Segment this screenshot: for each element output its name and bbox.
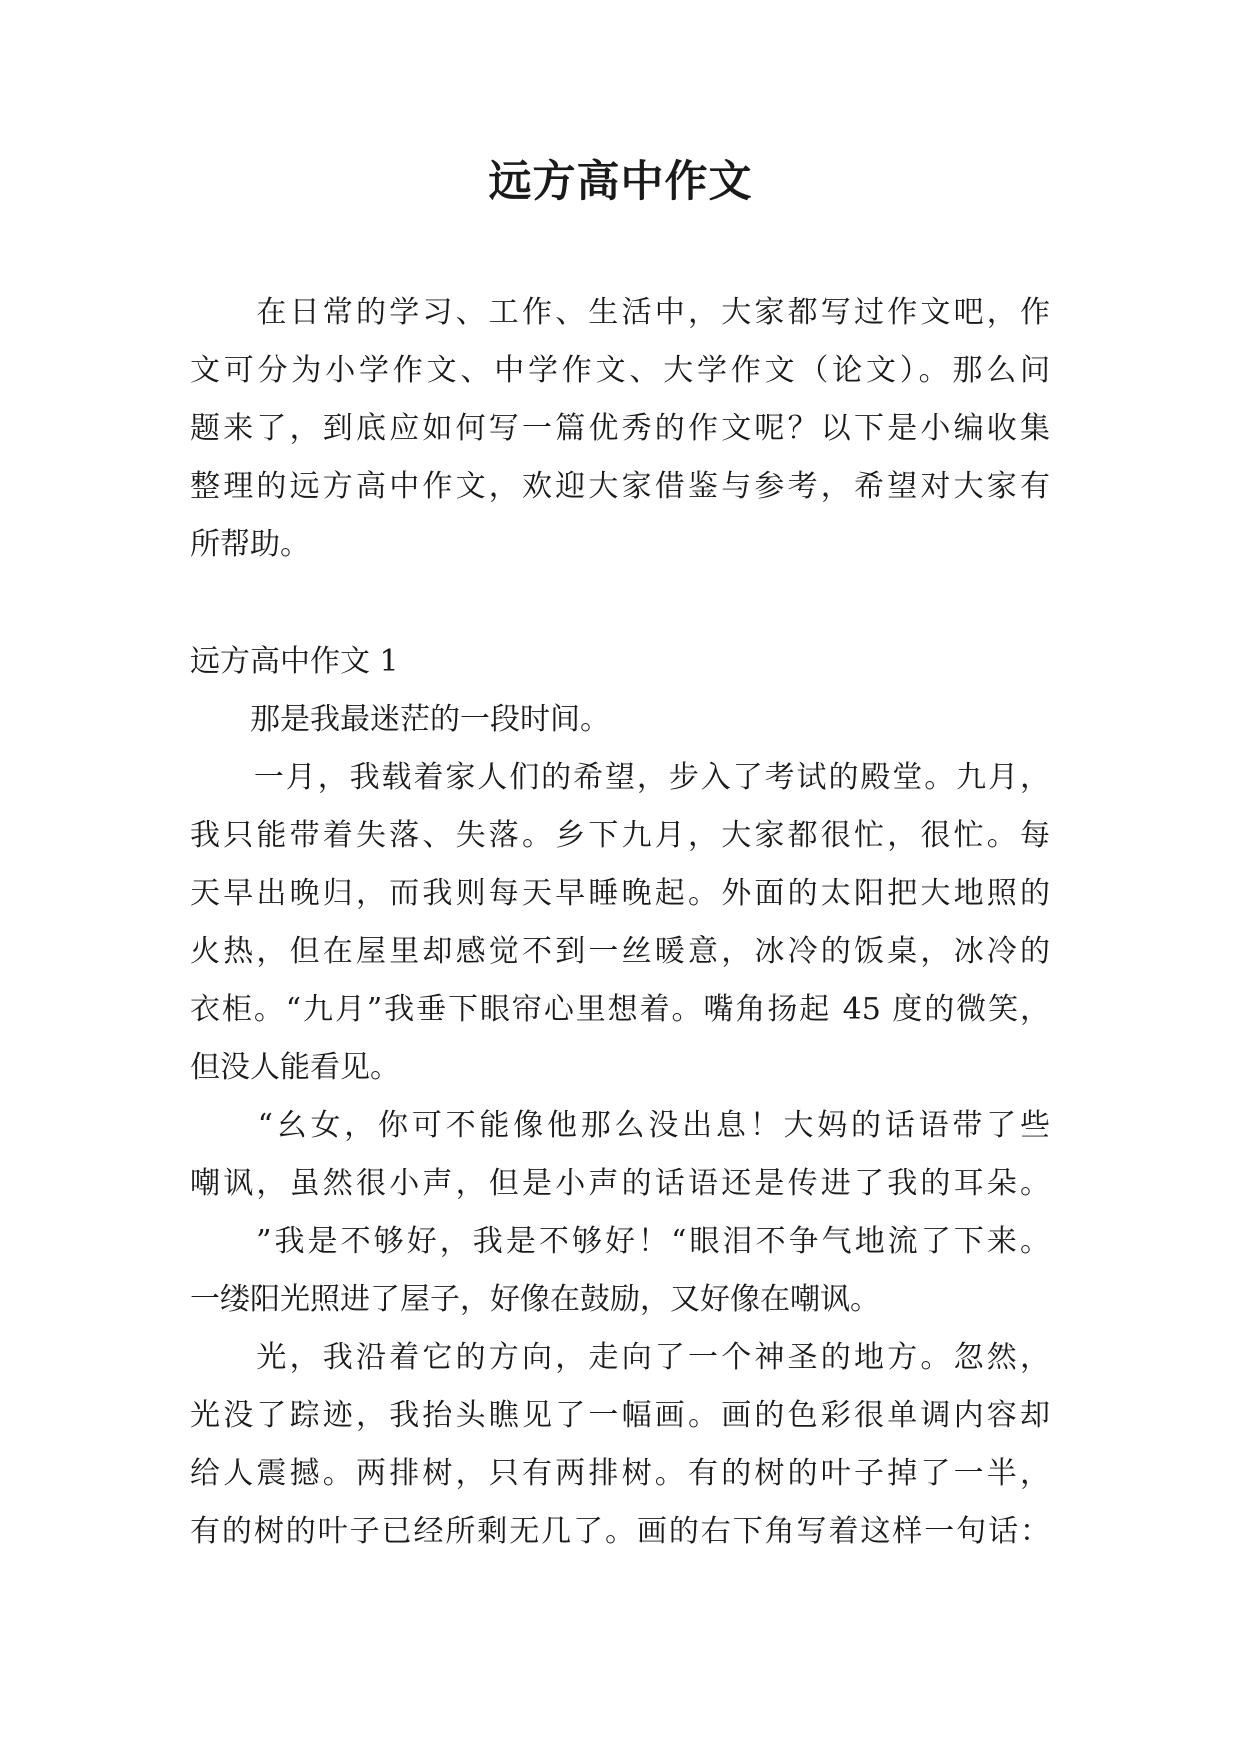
text-line: “幺女，你可不能像他那么没出息！大妈的话语带了些	[190, 1108, 1050, 1143]
text-line: 天早出晚归，而我则每天早睡晚起。外面的太阳把大地照的	[190, 876, 1050, 911]
text-line: 题来了，到底应如何写一篇优秀的作文呢？以下是小编收集	[190, 411, 1050, 446]
text-line: 文可分为小学作文、中学作文、大学作文（论文）。那么问	[190, 353, 1050, 388]
text-line: 一月，我载着家人们的希望，步入了考试的殿堂。九月，	[190, 760, 1050, 795]
text-line: 那是我最迷茫的一段时间。	[190, 702, 610, 737]
document-title: 远方高中作文	[488, 157, 753, 207]
text-line: 火热，但在屋里却感觉不到一丝暖意，冰冷的饭桌，冰冷的	[190, 934, 1050, 969]
text-line: 在日常的学习、工作、生活中，大家都写过作文吧，作	[190, 295, 1050, 330]
text-line: 衣柜。“九月”我垂下眼帘心里想着。嘴角扬起 45 度的微笑，	[190, 992, 1050, 1027]
text-line: 一缕阳光照进了屋子，好像在鼓励，又好像在嘲讽。	[190, 1282, 880, 1317]
text-line: 光，我沿着它的方向，走向了一个神圣的地方。忽然，	[190, 1340, 1050, 1375]
text-line: 但没人能看见。	[190, 1050, 400, 1085]
intro-paragraph	[190, 284, 1050, 574]
text-line: 有的树的叶子已经所剩无几了。画的右下角写着这样一句话：	[190, 1514, 1050, 1549]
text-line: 整理的远方高中作文，欢迎大家借鉴与参考，希望对大家有	[190, 469, 1050, 504]
text-line: 给人震撼。两排树，只有两排树。有的树的叶子掉了一半，	[190, 1456, 1050, 1491]
section-body	[190, 691, 1050, 1561]
text-line: 我只能带着失落、失落。乡下九月，大家都很忙，很忙。每	[190, 818, 1050, 853]
text-line: 光没了踪迹，我抬头瞧见了一幅画。画的色彩很单调内容却	[190, 1398, 1050, 1433]
text-line: 所帮助。	[190, 527, 310, 562]
section-heading: 远方高中作文 1	[190, 644, 399, 679]
text-line: 嘲讽，虽然很小声，但是小声的话语还是传进了我的耳朵。	[190, 1166, 1050, 1201]
document-body	[190, 284, 1050, 1561]
text-line: ”我是不够好，我是不够好！“眼泪不争气地流了下来。	[190, 1224, 1050, 1259]
